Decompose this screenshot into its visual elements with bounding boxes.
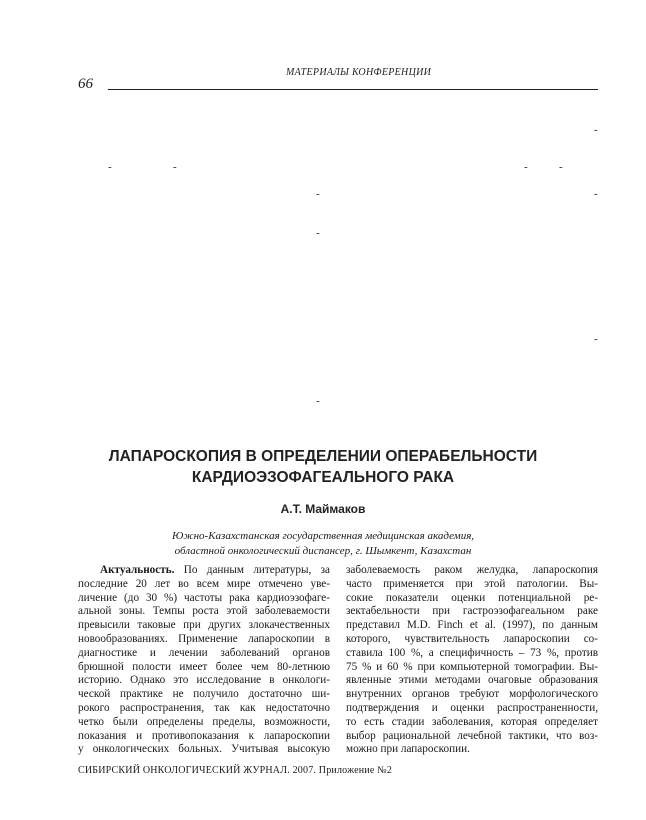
stray-hyphen: - (108, 161, 112, 173)
running-head: МАТЕРИАЛЫ КОНФЕРЕНЦИИ (286, 67, 432, 78)
body-line: часто применяется при этой патологии. Вы- (346, 577, 598, 590)
right-column (346, 564, 598, 757)
body-line: выбор рациональной лечебной тактики, что воз- (346, 729, 598, 742)
body-line: подтверждения и оценки распространенности, (346, 701, 598, 714)
body-line-text: По данным литературы, за (183, 564, 330, 576)
body-line: у онкологических больных. Учитывая высокую (78, 743, 330, 756)
body-line: сокие показатели оценки потенциальной ре- (346, 591, 598, 604)
body-line: новообразованиях. Применение лапароскопии в (78, 632, 330, 645)
affiliation-line-1: Южно-Казахстанская государственная медицинская академия, (171, 530, 475, 542)
body-line: альной зоны. Темпы роста этой заболеваемости (78, 605, 330, 618)
stray-hyphen: - (524, 161, 528, 173)
body-line (78, 564, 330, 578)
stray-hyphen: - (316, 395, 320, 407)
body-line: превысили таковые при других злокачественных (78, 619, 330, 632)
affiliation-line-2: областной онкологический диспансер, г. Шымкент, Казахстан (174, 545, 472, 557)
stray-hyphen: - (173, 161, 177, 173)
lead-label: Актуальность. (100, 564, 175, 576)
stray-hyphen: - (559, 161, 563, 173)
body-line: показания и противопоказания к лапароскопии (78, 729, 330, 742)
body-line: историю. Однако это исследование в онкологи- (78, 674, 330, 687)
body-line: ческой практике не получило достаточно ши- (78, 688, 330, 701)
stray-hyphen: - (594, 188, 598, 200)
left-column (78, 564, 330, 757)
body-line: зектабельности при гастроэзофагеальном раке (346, 605, 598, 618)
body-line: 75 % и 60 % при компьютерной томографии. Вы- (346, 660, 598, 673)
title-line-1: ЛАПАРОСКОПИЯ В ОПРЕДЕЛЕНИИ ОПЕРАБЕЛЬНОСТИ (108, 448, 538, 465)
journal-footer: СИБИРСКИЙ ОНКОЛОГИЧЕСКИЙ ЖУРНАЛ. 2007. Приложение №2 (78, 765, 393, 776)
body-line: можно при лапароскопии. (346, 743, 470, 756)
body-line: диагностике и лечении заболеваний органов (78, 646, 330, 659)
page-number: 66 (78, 76, 93, 92)
body-line: ставила 100 %, а специфичность – 73 %, против (346, 646, 598, 659)
author-name: А.Т. Маймаков (280, 502, 366, 516)
body-line: явленные этими методами очаговые образования (346, 674, 598, 687)
body-line: которого, чувствительность лапароскопии со- (346, 632, 598, 645)
body-line: личение (до 30 %) частоты рака кардиоэзофаге- (78, 591, 330, 604)
header-rule (108, 89, 598, 90)
stray-hyphen: - (594, 124, 598, 136)
body-line: брюшной полости имеет более чем 80-летнюю (78, 660, 330, 673)
body-line: внутренних органов требуют морфологического (346, 688, 598, 701)
body-line: рокого распространения, так как недостаточно (78, 701, 330, 714)
affiliation (100, 529, 546, 559)
body-line: представил M.D. Finch et al. (1997), по данным (346, 619, 598, 632)
stray-hyphen: - (316, 188, 320, 200)
body-line: заболеваемость раком желудка, лапароскопия (346, 564, 598, 576)
stray-hyphen: - (594, 333, 598, 345)
body-line: четко были определены пределы, возможности, (78, 715, 330, 728)
article-title (60, 446, 586, 488)
stray-hyphen: - (316, 227, 320, 239)
title-line-2: КАРДИОЭЗОФАГЕАЛЬНОГО РАКА (191, 469, 455, 486)
body-line: последние 20 лет во всем мире отмечено уве- (78, 577, 330, 590)
body-line: то есть стадии заболевания, которая определяет (346, 715, 598, 728)
